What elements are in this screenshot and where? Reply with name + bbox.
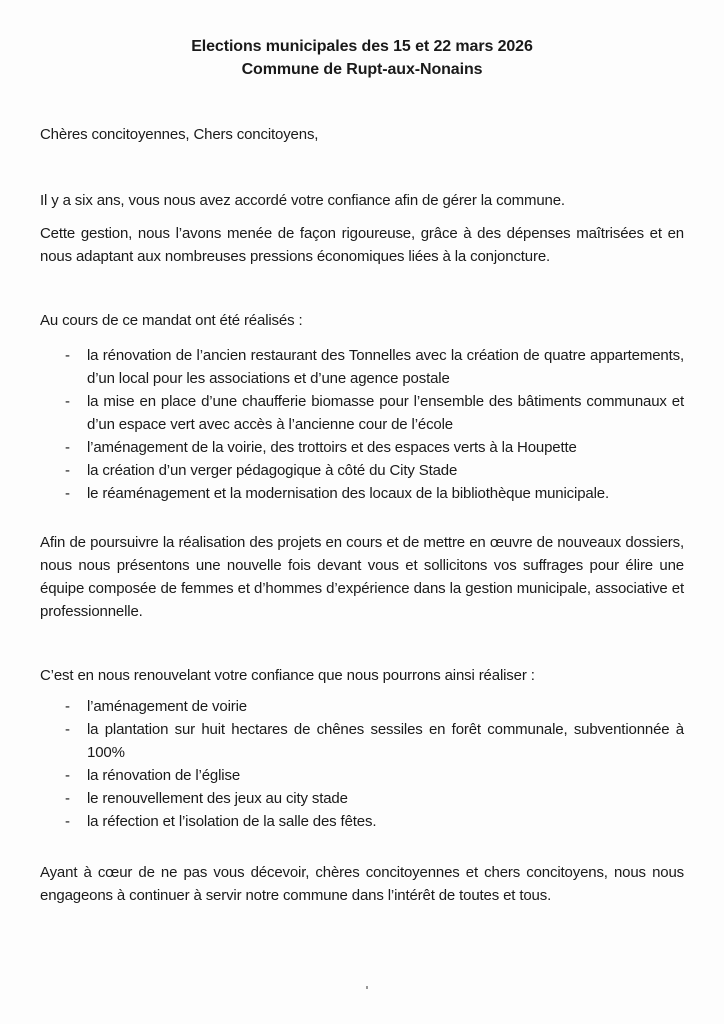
scan-artifact-dot [366,986,368,989]
list-item-text: l’aménagement de voirie [87,698,247,715]
list-item-text: le renouvellement des jeux au city stade [87,790,348,807]
achievements-intro: Au cours de ce mandat ont été réalisés : [40,312,303,329]
bullet-marker: - [65,790,70,807]
list-item-text: la plantation sur huit hectares de chênes sessiles en forêt communale, subventionnée à 100% [87,721,684,761]
bullet-marker: - [65,462,70,479]
list-item [65,695,684,718]
document-subtitle: Commune de Rupt-aux-Nonains [241,61,483,78]
document-title: Elections municipales des 15 et 22 mars 2026 [191,38,533,55]
list-item-text: la création d’un verger pédagogique à côté du City Stade [87,462,458,479]
bullet-marker: - [65,813,70,830]
intro-paragraph: Il y a six ans, vous nous avez accordé votre confiance afin de gérer la commune. [40,192,565,209]
list-item [65,764,684,787]
management-paragraph: Cette gestion, nous l’avons menée de façon rigoureuse, grâce à des dépenses maîtrisées et en nous adaptant aux nombreuses pressions économiques liées à la conjoncture. [40,225,684,265]
salutation: Chères concitoyennes, Chers concitoyens, [40,126,319,143]
list-item-text: le réaménagement et la modernisation des locaux de la bibliothèque municipale. [87,485,609,502]
list-item-text: l’aménagement de la voirie, des trottoirs et des espaces verts à la Houpette [87,439,577,456]
commitment-paragraph: Afin de poursuivre la réalisation des projets en cours et de mettre en œuvre de nouveaux dossiers, nous nous présentons une nouvelle fois devant vous et sollicitons vos suffrages pour élire une équipe composée de femmes et d’hommes d’expérience dans la gestion municipale, associative et professionnelle. [40,534,684,620]
bullet-marker: - [65,698,70,715]
list-item [65,787,684,810]
bullet-marker: - [65,393,70,410]
list-item [65,344,684,390]
bullet-marker: - [65,439,70,456]
bullet-marker: - [65,721,70,738]
list-item [65,436,684,459]
projects-list [40,695,684,833]
list-item [65,718,684,764]
bullet-marker: - [65,347,70,364]
list-item-text: la rénovation de l’église [87,767,241,784]
list-item [65,482,684,505]
bullet-marker: - [65,767,70,784]
list-item [65,390,684,436]
list-item-text: la mise en place d’une chaufferie biomasse pour l’ensemble des bâtiments communaux et d’un espace vert avec accès à l’ancienne cour de l’école [87,393,684,433]
closing-paragraph: Ayant à cœur de ne pas vous décevoir, chères concitoyennes et chers concitoyens, nous nous engageons à continuer à servir notre commune dans l’intérêt de toutes et tous. [40,864,684,904]
list-item-text: la rénovation de l’ancien restaurant des Tonnelles avec la création de quatre appartements, d’un local pour les associations et d’une agence postale [87,347,684,387]
projects-intro: C’est en nous renouvelant votre confiance que nous pourrons ainsi réaliser : [40,667,535,684]
bullet-marker: - [65,485,70,502]
list-item-text: la réfection et l’isolation de la salle des fêtes. [87,813,377,830]
achievements-list [40,344,684,505]
list-item [65,810,684,833]
list-item [65,459,684,482]
